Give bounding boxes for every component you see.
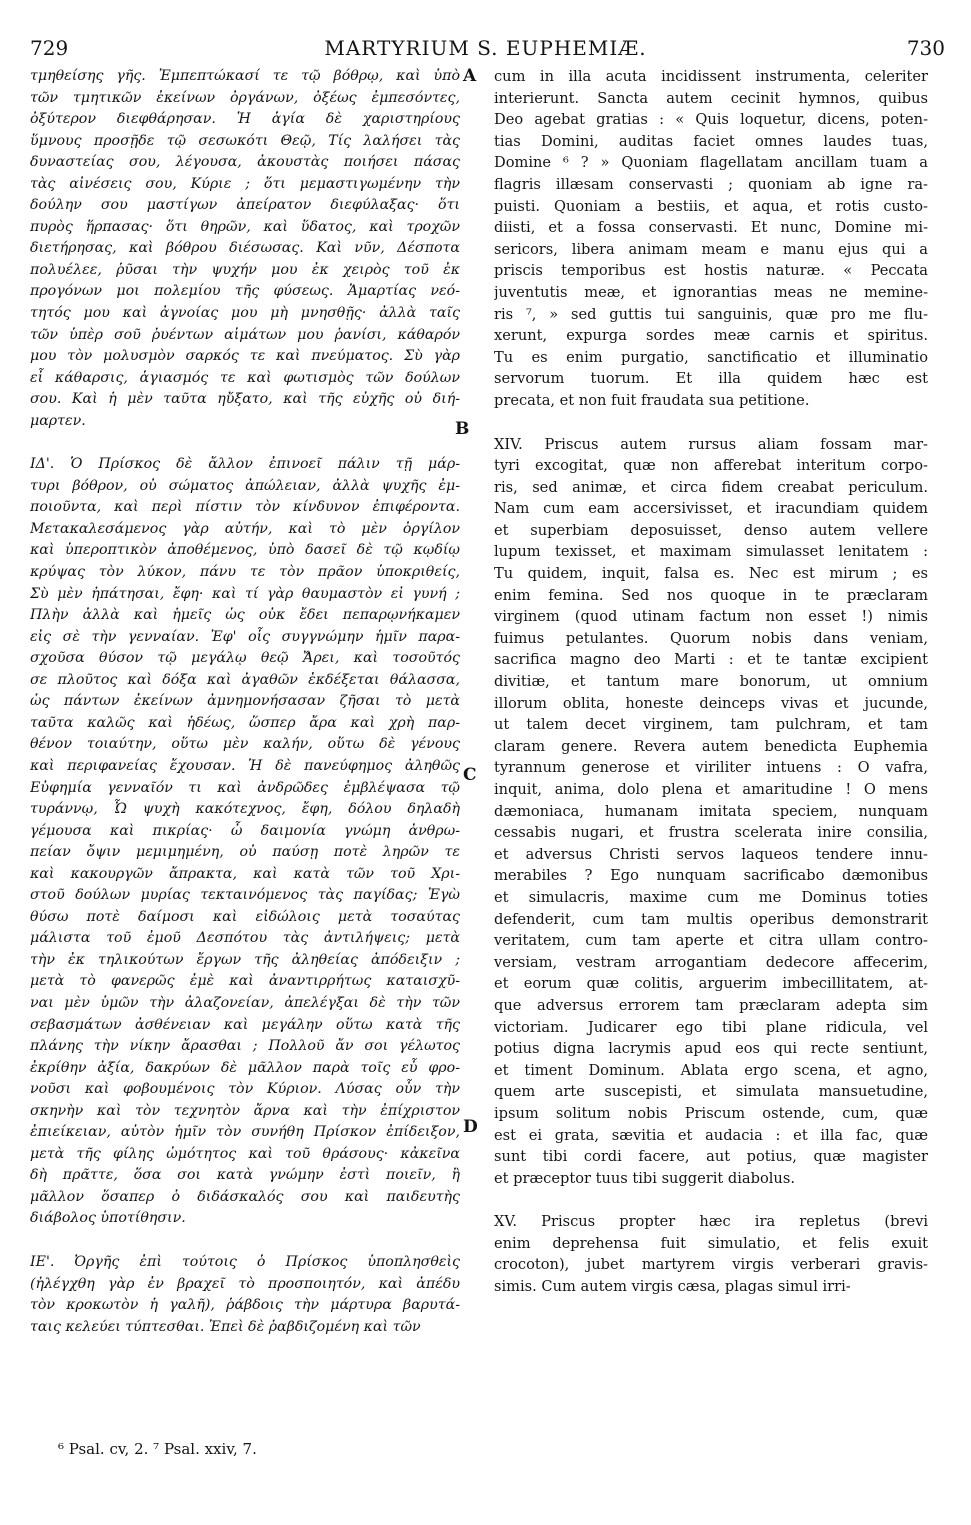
greek-paragraph [30, 1252, 460, 1338]
latin-text-line: lupum texisset, et maximam simulasset lenitatem : [494, 543, 928, 561]
latin-paragraph [494, 434, 928, 1190]
latin-text-line: Nam cum eam accersivisset, et iracundiam quidem [494, 500, 928, 518]
latin-text-line: precata, et non fuit fraudata sua petitione. [494, 391, 810, 409]
greek-text-line: τητός μου καὶ ἀγνοίας μου μὴ μνησθῇς· ἀλλὰ ταῖς [30, 305, 460, 322]
margin-letter-d: D [463, 1117, 478, 1137]
greek-text-line: κρύψας τὸν λύκον, πάνυ τε τὸν πρᾶον ὑποκριθείς, [30, 564, 460, 581]
greek-text-line: πλάνης τὴν νίκην ἄρασθαι ; Πολλοῦ ἄν σοι γέλωτος [30, 1038, 460, 1055]
greek-text-line: Πλὴν ἀλλὰ καὶ ἡμεῖς ὡς οὐκ ἔδει πεπαρῳνήκαμεν [30, 607, 460, 624]
latin-text-line: XIV. Priscus autem rursus aliam fossam mar- [494, 435, 928, 453]
latin-text-line: Deo agebat gratias : « Quis loquetur, dicens, poten- [494, 111, 928, 129]
greek-column [30, 66, 460, 1338]
greek-text-line: μᾶλλον ὅσαπερ ὁ διδάσκαλός σου καὶ παιδευτὴς [30, 1188, 460, 1205]
latin-text-line: est ei grata, sævitia et audacia : et illa fac, quæ [494, 1126, 928, 1144]
latin-text-line: tias Domini, auditas faciet omnes laudes tuas, [494, 132, 928, 150]
greek-text-line: δυναστείας σου, λέγουσα, ἀκουστὰς ποιήσει πάσας [30, 154, 460, 171]
latin-text-line: sericors, libera animam meam e manu ejus qui a [494, 240, 928, 258]
latin-text-line: victoriam. Judicarer ego tibi plane ridicula, vel [494, 1018, 928, 1036]
greek-text-line: ὀξύτερον διεφθάρησαν. Ἡ ἁγία δὲ χαριστηρίους [30, 111, 460, 128]
latin-text-line: divitiæ, et tantum mare bonorum, ut omnium [494, 673, 928, 691]
greek-text-line: εἶ κάθαρσις, ἁγιασμός τε καὶ φωτισμὸς τῶν δούλων [30, 369, 460, 386]
greek-text-line: ὡς πάντων ἐκείνων ἀμνημονήσασαν ζῆσαι τὸ μετὰ [30, 693, 460, 710]
latin-text-line: dæmoniaca, humanam imitata speciem, nunquam [494, 802, 928, 820]
greek-paragraph [30, 454, 460, 1230]
latin-text-line: priscis temporibus est hostis naturæ. « Peccata [494, 262, 928, 280]
greek-text-line: μαρτεν. [30, 412, 86, 429]
latin-text-line: sunt tibi cordi facere, aut potius, quæ magister [494, 1148, 928, 1166]
latin-text-line: claram genere. Revera autem benedicta Euphemia [494, 737, 928, 755]
greek-text-line: ταῦτα καλῶς καὶ ἡδέως, ὥσπερ ἄρα καὶ χρὴ παρ- [30, 714, 460, 731]
greek-text-line: ὕμνους προσῇδε τῷ σεσωκότι Θεῷ, Τίς λαλήσει τὰς [30, 132, 460, 149]
greek-text-line: μάλιστα τοῦ ἐμοῦ Δεσπότου τὰς ἀντιλήψεις; μετὰ [30, 930, 460, 947]
greek-paragraph [30, 66, 460, 432]
paragraph-gap [30, 432, 460, 454]
greek-text-line: πυρὸς ἥρπασας· ὅτι θηρῶν, καὶ ὕδατος, καὶ τροχῶν [30, 218, 460, 235]
latin-text-line: Tu es enim purgatio, sanctificatio et illuminatio [494, 348, 928, 366]
paragraph-gap [30, 1230, 460, 1252]
greek-text-line: ΙΕ'. Ὀργῆς ἐπὶ τούτοις ὁ Πρίσκος ὑποπλησθεὶς [30, 1253, 460, 1270]
greek-text-line: καὶ κακουργῶν ἄπρακτα, καὶ κατὰ τῶν τοῦ Χρι- [30, 865, 460, 882]
latin-text-line: simis. Cum autem virgis cæsa, plagas simul irri- [494, 1278, 851, 1296]
latin-text-line: diisti, et a fossa conservasti. Et nunc, Domine mi- [494, 219, 928, 237]
greek-text-line: ΙΔ'. Ὁ Πρίσκος δὲ ἄλλον ἐπινοεῖ πάλιν τῇ μάρ- [30, 456, 460, 473]
greek-text-line: νοῦσι καὶ φοβουμένοις τὸν Κύριον. Λύσας οὖν τὴν [30, 1081, 460, 1098]
greek-text-line: σε πλοῦτος καὶ δόξα καὶ ἀγαθῶν ἐκδέξεται θάλασσα, [30, 671, 460, 688]
greek-text-line: καὶ περιφανείας ἔχουσαν. Ἡ δὲ πανεύφημος ἀληθῶς [30, 757, 460, 774]
greek-text-line: τυράννῳ, Ὦ ψυχὴ κακότεχνος, ἔφη, δόλου δηλαδὴ [30, 801, 460, 818]
latin-text-line: crocoton), jubet martyrem virgis verberari gravis- [494, 1256, 928, 1274]
latin-text-line: interierunt. Sancta autem cecinit hymnos, quibus [494, 89, 928, 107]
right-page-number: 730 [906, 36, 945, 60]
greek-text-line: Εὐφημία γενναῖόν τι καὶ ἀνδρῶδες ἐμβλέψασα τῷ [30, 779, 460, 796]
latin-text-line: et simulacris, maxime cum me Dominus toties [494, 888, 928, 906]
latin-text-line: quem arte suscepisti, et simulata mansuetudine, [494, 1083, 928, 1101]
greek-text-line: τυρι βόθρον, οὐ σώματος ἀπώλειαν, ἀλλὰ ψυχῆς ἐμ- [30, 477, 460, 494]
latin-text-line: sacrifica magno deo Marti : et te tantæ excipient [494, 651, 928, 669]
latin-text-line: et eorum quæ colitis, arguerim imbecillitatem, at- [494, 975, 928, 993]
left-page-number: 729 [30, 36, 69, 60]
latin-text-line: flagris illæsam conservasti ; quoniam ab igne ra- [494, 175, 928, 193]
greek-text-line: σχοῦσα θύσον τῷ μεγάλῳ θεῷ Ἄρει, καὶ τοσοῦτός [30, 650, 460, 667]
greek-text-line: θύσω ποτὲ δαίμοσι καὶ εἰδώλοις μετὰ τοσαύτας [30, 908, 460, 925]
greek-text-line: εἰς σὲ τὴν γενναίαν. Ἐφ' οἷς συγγνώμην ἡμῖν παρα- [30, 628, 460, 645]
footnotes: ⁶ Psal. cv, 2. ⁷ Psal. xxiv, 7. [58, 1440, 257, 1458]
latin-text-line: que adversus errorem tam præclaram adepta sim [494, 996, 928, 1014]
latin-column [494, 66, 928, 1298]
greek-text-line: μετὰ τῆς φίλης ὠμότητος καὶ τοῦ θράσους· κἀκεῖνα [30, 1145, 460, 1162]
latin-text-line: virginem (quod utinam factum non esset !) nimis [494, 608, 928, 626]
paragraph-gap [494, 412, 928, 434]
latin-text-line: tyrannum generose et viriliter intuens : O vafra, [494, 759, 928, 777]
greek-text-line: πείαν ὄψιν μεμιμημένη, οὐ παύσῃ ποτὲ ληρῶν τε [30, 844, 460, 861]
latin-text-line: cum in illa acuta incidissent instrumenta, celeriter [494, 68, 928, 85]
latin-text-line: Domine ⁶ ? » Quoniam flagellatam ancillam tuam a [494, 154, 928, 172]
latin-text-line: xerunt, expurga sordes meæ carnis et spiritus. [494, 327, 928, 345]
running-title: MARTYRIUM S. EUPHEMIÆ. [324, 36, 647, 60]
latin-paragraph [494, 66, 928, 412]
greek-text-line: Μετακαλεσάμενος γὰρ αὐτήν, καὶ τὸ μὲν ὀργίλον [30, 520, 460, 537]
latin-text-line: versiam, vestram arrogantiam dedecore affecerim, [494, 953, 928, 971]
latin-text-line: enim femina. Sed nos quoque in te præclaram [494, 586, 928, 604]
latin-text-line: ris, sed animæ, et circa fidem creabat periculum. [494, 478, 928, 496]
margin-letter-c: C [463, 765, 477, 785]
greek-text-line: προγόνων μοι πολεμίου τῆς φύσεως. Ἁμαρτίας νεό- [30, 283, 460, 300]
greek-text-line: σεβασμάτων ἀσθένειαν καὶ μεγάλην οὕτω κατὰ τῆς [30, 1016, 460, 1033]
latin-text-line: enim deprehensa fuit simulatio, et felis exuit [494, 1234, 928, 1252]
greek-text-line: ναι μὲν ὑμῶν τὴν ἀλαζονείαν, ἀπελέγξαι δὲ τὴν τῶν [30, 994, 460, 1011]
latin-text-line: XV. Priscus propter hæc ira repletus (brevi [494, 1213, 928, 1231]
greek-text-line: τὴν ἐκ τηλικούτων ἔργων τῆς ἀληθείας ἀπόδειξιν ; [30, 951, 460, 968]
latin-text-line: defenderit, cum tam multis operibus demonstrarit [494, 910, 928, 928]
greek-text-line: διετήρησας, καὶ βόθρου διέσωσας. Καὶ νῦν, Δέσποτα [30, 240, 460, 257]
margin-letter-a: A [463, 66, 477, 86]
latin-text-line: veritatem, cum tam aperte et citra ullam contro- [494, 932, 928, 950]
latin-text-line: potius digna lacrymis apud eos qui recte sentiunt, [494, 1040, 928, 1058]
greek-text-line: πολυέλεε, ῥῦσαι τὴν ψυχήν μου ἐκ χειρὸς τοῦ ἐκ [30, 261, 460, 278]
greek-text-line: τῶν ὑπὲρ σοῦ ῥυέντων αἱμάτων μου ῥανίσι, κάθαρόν [30, 326, 460, 343]
latin-text-line: inquit, anima, dolo plena et amaritudine ! O mens [494, 781, 928, 798]
greek-text-line: θένον τοιαύτην, οὕτω μὲν καλήν, οὕτω δὲ γένους [30, 736, 460, 753]
greek-text-line: ἐκρίθην ἀξία, δακρύων δὲ μᾶλλον παρὰ τοῖς εὖ φρο- [30, 1059, 460, 1076]
greek-text-line: σου. Καὶ ἡ μὲν ταῦτα ηὔξατο, καὶ τῆς εὐχῆς οὐ διή- [30, 391, 460, 408]
latin-text-line: ris ⁷, » sed guttis tui sanguinis, quæ pro me flu- [494, 305, 928, 323]
paragraph-gap [494, 1189, 928, 1211]
greek-text-line: Σὺ μὲν ἠπάτησαι, ἔφη· καὶ τί γὰρ θαυμαστὸν εἰ γυνή ; [30, 585, 460, 602]
greek-text-line: μου τὸν μολυσμὸν σαρκός τε καὶ πνεύματος. Σὺ γὰρ [30, 348, 460, 365]
greek-text-line: διάβολος ὑποτίθησιν. [30, 1210, 186, 1227]
greek-text-line: στοῦ δούλων μυρίας τεκταινόμενος τὰς παγίδας; Ἐγὼ [30, 887, 460, 904]
latin-text-line: et præceptor tuus tibi suggerit diabolus. [494, 1169, 795, 1187]
margin-letter-b: B [455, 419, 470, 439]
latin-text-line: fuimus petulantes. Quorum nobis dans veniam, [494, 629, 928, 647]
greek-text-line: (ἠλέγχθη γὰρ ἐν βραχεῖ τὸ προσποιητόν, καὶ ἀπέδυ [30, 1275, 460, 1292]
greek-text-line: δούλην σου μαστίγων ἀπείρατον διεφύλαξας· ὅτι [30, 197, 460, 214]
greek-text-line: καὶ ὑπεροπτικὸν ἀποθέμενος, ὑπὸ δασεῖ δὲ τῷ κῳδίῳ [30, 542, 460, 559]
latin-text-line: servorum tuorum. Et illa quidem hæc est [494, 370, 928, 388]
page-header [0, 36, 971, 64]
greek-text-line: δὴ πρᾶττε, ὅσα σοι κατὰ γνώμην ἐστὶ ποιεῖν, ἢ [30, 1167, 460, 1184]
greek-text-line: τὰς αἰνέσεις σου, Κύριε ; ὅτι μεμαστιγωμένην τὴν [30, 175, 460, 192]
latin-text-line: juventutis meæ, et ignorantias meas ne memine- [494, 283, 928, 301]
greek-text-line: τὸν κροκωτὸν ἡ γαλῆ), ῥάβδοις τὴν μάρτυρα βαρυτά- [30, 1297, 460, 1314]
greek-text-line: σκηνὴν καὶ τὸν τεχνητὸν ἄρνα καὶ τὴν ἐπίχριστον [30, 1102, 460, 1119]
latin-paragraph [494, 1211, 928, 1297]
latin-text-line: merabiles ? Ego nunquam sacrificabo dæmonibus [494, 867, 928, 885]
greek-text-line: ἐπιείκειαν, αὐτὸν ἡμῖν τὸν συνήθη Πρίσκον ἐπίδειξον, [30, 1124, 460, 1141]
greek-text-line: τῶν τμητικῶν ἐκείνων ὀργάνων, ὀξέως ἐμπεσόντες, [30, 89, 460, 106]
latin-text-line: ipsum solitum nobis Priscum ostende, cum, quæ [494, 1104, 928, 1122]
latin-text-line: tyri excogitat, quæ non afferebat interitum corpo- [494, 457, 928, 475]
latin-text-line: ut talem decet virginem, tam pulchram, et tam [494, 716, 928, 734]
latin-text-line: puisti. Quoniam a bestiis, et aqua, et rotis custo- [494, 197, 928, 215]
latin-text-line: et adversus Christi servos laqueos tendere innu- [494, 845, 928, 863]
latin-text-line: cessabis nugari, et frustra scelerata inire consilia, [494, 824, 928, 842]
greek-text-line: γέμουσα καὶ πικρίας· ὦ δαιμονία γνώμη ἀνθρω- [30, 822, 460, 839]
greek-text-line: μετὰ τὸ φανερῶς ἐμὲ καὶ ἀναντιρρήτως καταισχῦ- [30, 973, 460, 990]
greek-text-line: τμηθείσης γῆς. Ἐμπεπτώκασί τε τῷ βόθρῳ, καὶ ὑπὸ [30, 68, 460, 84]
latin-text-line: et superbiam deposuisset, denso autem vellere [494, 521, 928, 539]
greek-text-line: ταις κελεύει τύπτεσθαι. Ἐπεὶ δὲ ῥαβδιζομένη καὶ τῶν [30, 1318, 421, 1335]
latin-text-line: illorum oblita, honeste deinceps vivas et jucunde, [494, 694, 928, 712]
latin-text-line: Tu quidem, inquit, falsa es. Nec est mirum ; es [494, 565, 928, 583]
greek-text-line: ποιοῦντα, καὶ περὶ πίστιν τὸν κίνδυνον ἐπιφέροντα. [30, 499, 460, 516]
latin-text-line: et timent Dominum. Ablata ergo scena, et agno, [494, 1061, 928, 1079]
